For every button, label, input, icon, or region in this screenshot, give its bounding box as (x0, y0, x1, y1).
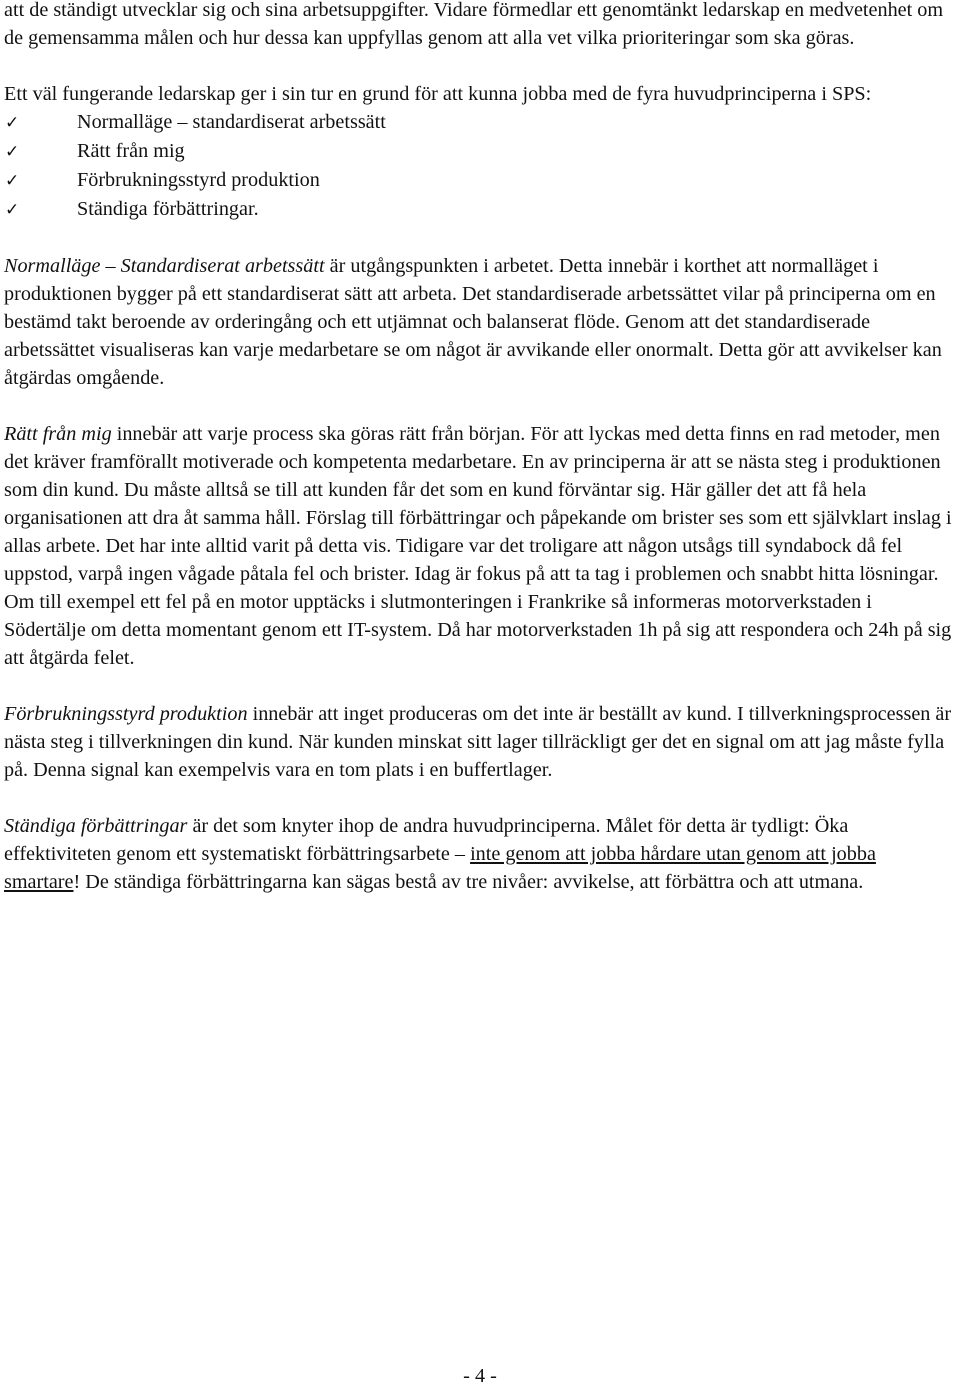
checklist-item-label: Normalläge – standardiserat arbetssätt (77, 111, 386, 133)
checklist-item (4, 137, 956, 166)
underlined-emphasis: inte genom att jobba hårdare utan genom att jobba smartare (4, 843, 876, 893)
checklist-item-label: Rätt från mig (77, 140, 185, 162)
paragraph-body: ! De ständiga förbättringarna kan sägas bestå av tre nivåer: avvikelse, att förbättra och att utmana. (73, 871, 864, 893)
checkmark-icon: ✓ (5, 200, 20, 220)
term-right-from-me: Rätt från mig (4, 423, 112, 445)
paragraph-principles-intro: Ett väl fungerande ledarskap ger i sin tur en grund för att kunna jobba med de fyra huvudprinciperna i SPS: (4, 83, 872, 105)
checkmark-icon: ✓ (5, 113, 20, 133)
paragraph-continuous-improvement (4, 812, 956, 896)
paragraph-leadership-intro: att de ständigt utvecklar sig och sina arbetsuppgifter. Vidare förmedlar ett genomtänkt ledarskap en medvetenhet om de gemensamma målen och hur dessa kan uppfyllas genom att alla vet vilka prioriteringar som ska göras. (4, 0, 944, 49)
document-page (4, 0, 956, 896)
checklist-item (4, 166, 956, 195)
paragraph-body: är utgångspunkten i arbetet. Detta innebär i korthet att normalläget i produktionen bygger på ett standardiserat sätt att arbeta. Det standardiserade arbetssättet vilar på principerna om en bestämd takt beroende av orderingång och ett utjämnat och balanserat flöde. Genom att det standardiserade arbetssättet visualiseras kan varje medarbetare se om något är avvikande eller onormalt. Detta gör att avvikelser kan åtgärdas omgående. (4, 255, 942, 389)
paragraph-right-from-me (4, 420, 956, 672)
paragraph-consumption-driven (4, 700, 956, 784)
term-consumption-driven: Förbrukningsstyrd produktion (4, 703, 248, 725)
term-normal-mode: Normalläge – Standardiserat arbetssätt (4, 255, 325, 277)
checklist-item-label: Ständiga förbättringar. (77, 198, 259, 220)
checklist-item (4, 108, 956, 137)
checkmark-icon: ✓ (5, 142, 20, 162)
term-continuous-improvement: Ständiga förbättringar (4, 815, 188, 837)
paragraph-body: innebär att inget produceras om det inte är beställt av kund. I tillverkningsprocessen är nästa steg i tillverkningen din kund. När kunden minskat sitt lager tillräckligt ger det en signal om att jag måste fylla på. Denna signal kan exempelvis vara en tom plats i en buffertlager. (4, 703, 952, 781)
page-number: - 4 - (463, 1365, 497, 1387)
principles-checklist (4, 108, 956, 224)
checkmark-icon: ✓ (5, 171, 20, 191)
checklist-item-label: Förbrukningsstyrd produktion (77, 169, 320, 191)
paragraph-normal-mode (4, 252, 956, 392)
paragraph-body: innebär att varje process ska göras rätt från början. För att lyckas med detta finns en rad metoder, men det kräver framförallt motiverade och kompetenta medarbetare. En av principerna är att se nästa steg i produktionen som din kund. Du måste alltså se till att kunden får det som en kund förväntar sig. Här gäller det att få hela organisationen att dra åt samma håll. Förslag till förbättringar och påpekande om brister ses som ett självklart inslag i allas arbete. Det har inte alltid varit på detta vis. Tidigare var det troligare att någon utsågs till syndabock då fel uppstod, varpå ingen vågade påtala fel och brister. Idag är fokus på att ta tag i problemen och snabbt hitta lösningar. Om till exempel ett fel på en motor upptäcks i slutmonteringen i Frankrike så informeras motorverkstaden i Södertälje om detta momentant genom ett IT-system. Då har motorverkstaden 1h på sig att respondera och 24h på sig att åtgärda felet. (4, 423, 952, 669)
checklist-item (4, 195, 956, 224)
paragraph-body: är det som knyter ihop de andra huvudprinciperna. Målet för detta är tydligt: Öka effektiviteten genom ett systematiskt förbättringsarbete – (4, 815, 849, 865)
